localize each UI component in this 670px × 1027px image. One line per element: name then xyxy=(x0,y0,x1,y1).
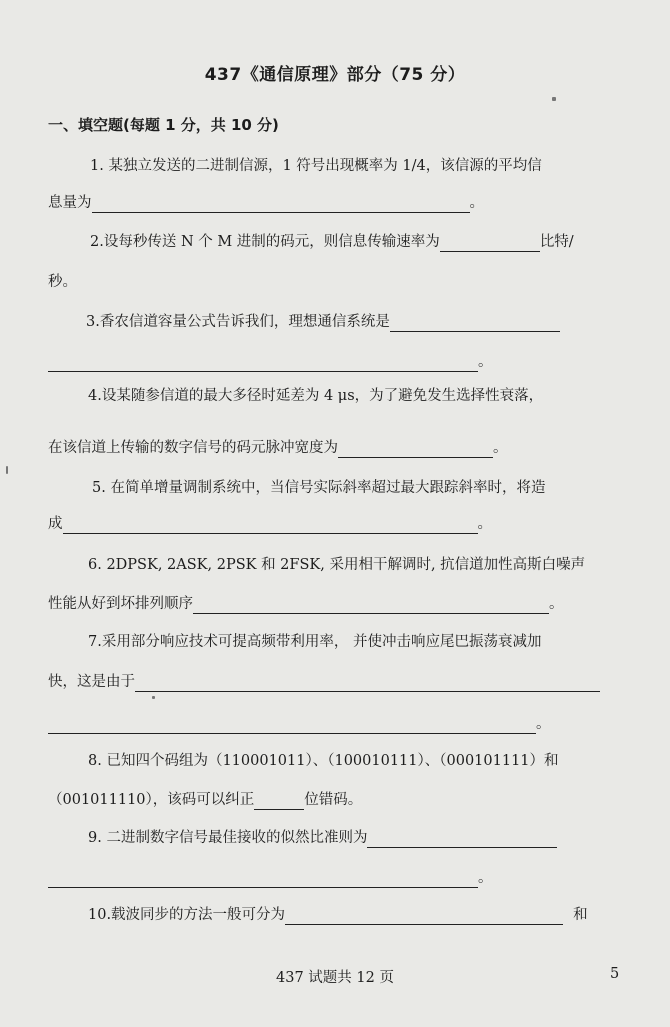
question-9-line-2 xyxy=(48,868,493,888)
answer-blank-5[interactable] xyxy=(63,517,478,534)
question-7-line-2 xyxy=(48,672,600,692)
scan-speck xyxy=(6,466,8,474)
question-3-end: 。 xyxy=(478,354,493,370)
scan-speck xyxy=(552,97,556,101)
answer-blank-1[interactable] xyxy=(92,196,470,213)
answer-blank-4[interactable] xyxy=(338,441,493,458)
question-3-line-1 xyxy=(86,312,560,332)
answer-blank-2[interactable] xyxy=(440,235,540,252)
question-10-tail: 和 xyxy=(573,907,588,923)
answer-blank-8[interactable] xyxy=(254,793,304,810)
question-3-text: 3.香农信道容量公式告诉我们，理想通信系统是 xyxy=(86,314,390,330)
question-5-end: 。 xyxy=(477,516,492,532)
page-title: 437《通信原理》部分（75 分） xyxy=(204,65,466,85)
question-2-line-2: 秒。 xyxy=(48,274,77,290)
question-5-text: 成 xyxy=(48,516,63,532)
question-6-line-2 xyxy=(48,594,564,614)
question-9-text: 9. 二进制数字信号最佳接收的似然比准则为 xyxy=(88,830,368,846)
answer-blank-9b[interactable] xyxy=(48,871,478,888)
question-8-end: 位错码。 xyxy=(304,792,363,808)
question-6-text: 性能从好到坏排列顺序 xyxy=(48,596,193,612)
question-4-line-2 xyxy=(48,438,508,458)
answer-blank-3b[interactable] xyxy=(48,355,478,372)
question-6-end: 。 xyxy=(549,596,564,612)
question-7-line-3 xyxy=(48,714,551,734)
question-4-line-1: 4.设某随参信道的最大多径时延差为 4 μs，为了避免发生选择性衰落， xyxy=(88,388,544,404)
scan-speck xyxy=(152,696,155,699)
question-7-line-1: 7.采用部分响应技术可提高频带利用率， 并使冲击响应尾巴振荡衰减加 xyxy=(88,634,542,650)
question-8-line-1: 8. 已知四个码组为（110001011）、（100010111）、（000101111）和 xyxy=(88,753,559,769)
question-4-text: 在该信道上传输的数字信号的码元脉冲宽度为 xyxy=(48,440,338,456)
question-10-line-1 xyxy=(88,905,588,925)
question-5-line-1: 5. 在简单增量调制系统中，当信号实际斜率超过最大跟踪斜率时，将造 xyxy=(92,480,546,496)
question-1-line-2 xyxy=(48,193,484,213)
question-2-line-1 xyxy=(90,232,574,252)
question-9-end: 。 xyxy=(478,870,493,886)
question-3-line-2 xyxy=(48,352,493,372)
question-2-unit: 比特/ xyxy=(539,234,574,250)
page-number: 5 xyxy=(610,966,620,982)
question-7-text: 快，这是由于 xyxy=(48,674,135,690)
question-4-end: 。 xyxy=(493,440,508,456)
answer-blank-6[interactable] xyxy=(193,597,549,614)
question-5-line-2 xyxy=(48,514,492,534)
question-1-end: 。 xyxy=(469,195,484,211)
question-2-text: 2.设每秒传送 N 个 M 进制的码元，则信息传输速率为 xyxy=(90,234,440,250)
answer-blank-7a[interactable] xyxy=(135,675,600,692)
answer-blank-9a[interactable] xyxy=(367,831,557,848)
question-1-text: 息量为 xyxy=(48,195,92,211)
question-7-end: 。 xyxy=(536,716,551,732)
question-8-line-2 xyxy=(48,790,362,810)
question-8-text: （001011110），该码可以纠正 xyxy=(48,792,255,808)
section-heading: 一、填空题(每题 1 分，共 10 分) xyxy=(48,116,279,134)
page-count-footer: 437 试题共 12 页 xyxy=(276,970,394,986)
question-9-line-1 xyxy=(88,828,557,848)
answer-blank-10[interactable] xyxy=(285,908,563,925)
question-6-line-1: 6. 2DPSK, 2ASK, 2PSK 和 2FSK, 采用相干解调时, 抗信道加性高斯白噪声 xyxy=(88,557,586,573)
question-10-text: 10.载波同步的方法一般可分为 xyxy=(88,907,286,923)
answer-blank-7b[interactable] xyxy=(48,717,536,734)
question-1-line-1: 1. 某独立发送的二进制信源，1 符号出现概率为 1/4，该信源的平均信 xyxy=(90,158,542,174)
answer-blank-3a[interactable] xyxy=(390,315,560,332)
